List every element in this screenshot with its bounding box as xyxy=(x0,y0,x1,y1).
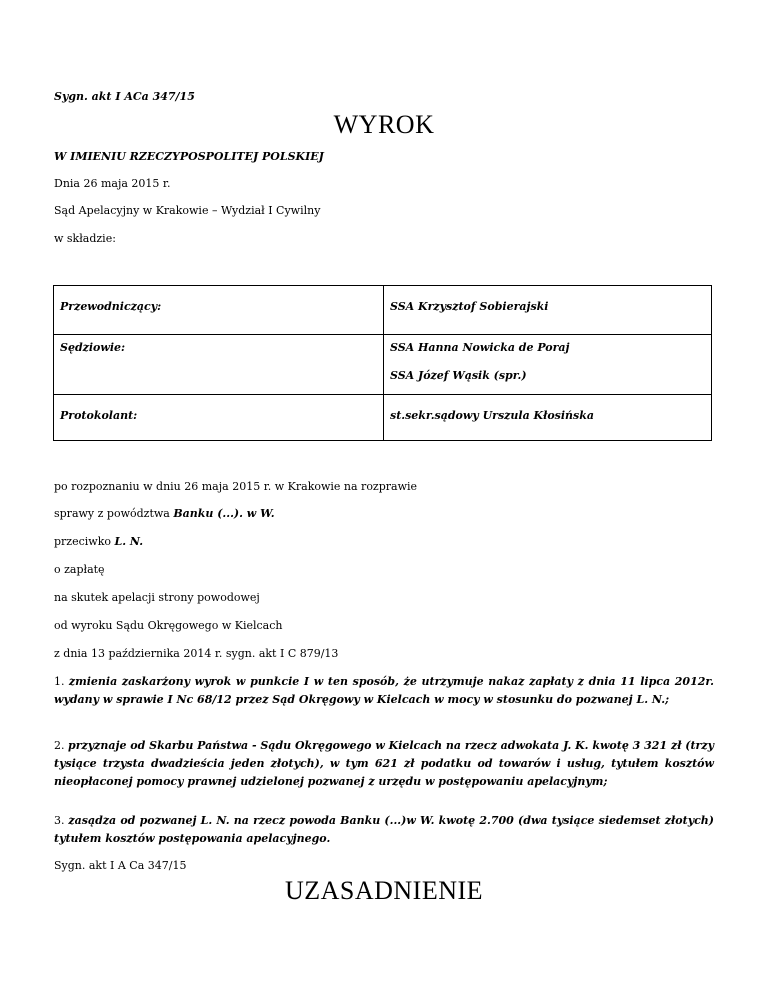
name-judge-2: SSA Józef Wąsik (spr.) xyxy=(390,369,527,382)
role-clerk: Protokolant: xyxy=(60,409,138,422)
ruling-item: 2. przyznaje od Skarbu Państwa - Sądu Okręgowego w Kielcach na rzecz adwokata J. K. kwotę 3 321 zł (trzy tysiące trzysta dwadzieścia jeden złotych), w tym 621 zł podatku od towarów i usług, tytułem kosztów nieopłaconej pomocy prawnej udzielonej pozwanej z urzędu w postępowaniu apelacyjnym; xyxy=(54,739,714,789)
defendant-name: L. N. xyxy=(114,535,144,548)
name-presiding: SSA Krzysztof Sobierajski xyxy=(390,300,549,313)
proceedings-line-4: o zapłatę xyxy=(54,563,105,576)
composition-intro: w składzie: xyxy=(54,232,116,245)
table-row-divider xyxy=(54,394,711,395)
table-divider xyxy=(383,286,384,440)
name-clerk: st.sekr.sądowy Urszula Kłosińska xyxy=(390,409,594,422)
proceedings-line-6: od wyroku Sądu Okręgowego w Kielcach xyxy=(54,619,283,632)
name-judge-1: SSA Hanna Nowicka de Poraj xyxy=(390,341,570,354)
table-row-divider xyxy=(54,334,711,335)
ruling-item: 1. zmienia zaskarżony wyrok w punkcie I w ten sposób, że utrzymuje nakaz zapłaty z dnia 11 lipca 2012r. wydany w sprawie I Nc 68/12 przez Sąd Okręgowy w Kielcach w mocy w stosunku do pozwanej L. N.; xyxy=(54,675,714,707)
ruling-item: 3. zasądza od pozwanej L. N. na rzecz powoda Banku (...)w W. kwotę 2.700 (dwa tysiące siedemset złotych) tytułem kosztów postępowania apelacyjnego. xyxy=(54,814,714,846)
proceedings-line-7: z dnia 13 października 2014 r. sygn. akt I C 879/13 xyxy=(54,647,339,660)
section-title: UZASADNIENIE xyxy=(284,876,484,905)
plaintiff-name: Banku (...). w W. xyxy=(173,507,275,520)
proceedings-line-3: przeciwko L. N. xyxy=(54,535,144,548)
judgment-date: Dnia 26 maja 2015 r. xyxy=(54,177,171,190)
footer-case-number: Sygn. akt I A Ca 347/15 xyxy=(54,859,187,872)
role-judges: Sędziowie: xyxy=(60,341,126,354)
page-title: WYROK xyxy=(333,110,435,139)
proceedings-line-1: po rozpoznaniu w dniu 26 maja 2015 r. w Krakowie na rozprawie xyxy=(54,480,418,493)
role-presiding: Przewodniczący: xyxy=(60,300,162,313)
proceedings-line-2: sprawy z powództwa Banku (...). w W. xyxy=(54,507,275,520)
court-name: Sąd Apelacyjny w Krakowie – Wydział I Cywilny xyxy=(54,204,321,217)
proceedings-line-5: na skutek apelacji strony powodowej xyxy=(54,591,260,604)
panel-table xyxy=(53,285,712,441)
case-number: Sygn. akt I ACa 347/15 xyxy=(54,90,195,103)
in-the-name-heading: W IMIENIU RZECZYPOSPOLITEJ POLSKIEJ xyxy=(54,150,324,163)
